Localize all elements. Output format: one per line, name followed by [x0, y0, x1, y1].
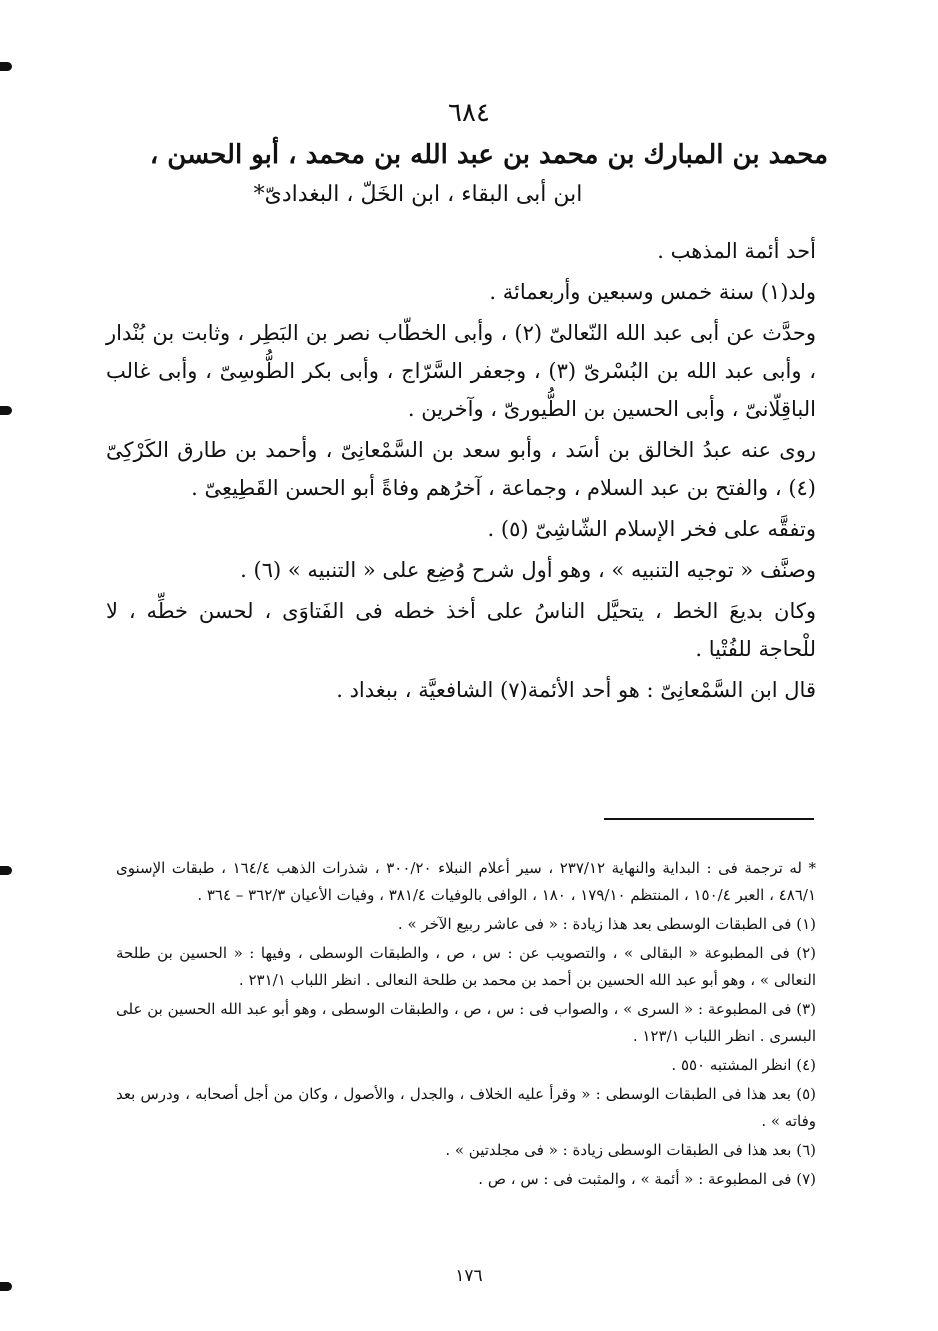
page-number: ١٧٦ — [455, 1266, 483, 1286]
footnote: (٤) انظر المشتبه ٥٥٠ . — [671, 1056, 816, 1074]
scan-edge-mark — [0, 866, 12, 875]
entry-body — [106, 232, 816, 712]
footnotes — [116, 855, 816, 1195]
body-paragraph: روى عنه عبدُ الخالق بن أسَد ، وأبو سعد بن السَّمْعانِىّ ، وأحمد بن طارق الكَرْكِىّ (٤) ، والفتح بن عبد السلام ، وجماعة ، آخرُهم وفاةً أبو الحسن القَطِيعِىّ . — [106, 438, 817, 500]
footnote: (٢) فى المطبوعة « البقالى » ، والتصويب عن : س ، ص ، والطبقات الوسطى ، وفيها : « الحسين بن طلحة النعالى » ، وهو أبو عبد الله الحسين بن أحمد بن محمد بن طلحة النعالى . انظر اللباب ٢٣١/١ . — [116, 944, 816, 989]
body-paragraph: أحد أئمة المذهب . — [657, 239, 816, 263]
body-paragraph: قال ابن السَّمْعانِىّ : هو أحد الأئمة(٧) الشافعيَّة ، ببغداد . — [336, 678, 816, 702]
entry-subtitle: ابن أبى البقاء ، ابن الخَلّ ، البغدادىّ* — [253, 182, 583, 207]
footnote: * له ترجمة فى : البداية والنهاية ٢٣٧/١٢ ، سير أعلام النبلاء ٣٠٠/٢٠ ، شذرات الذهب ١٦٤/٤ ، طبقات الإسنوى ٤٨٦/١ ، العبر ١٥٠/٤ ، المنتظم ١٧٩/١٠ ، ١٨٠ ، الوافى بالوفيات ٣٨١/٤ ، وفيات الأعيان ٣٦٢/٣ – ٣٦٤ . — [116, 859, 817, 904]
body-paragraph: وتفقَّه على فخر الإسلام الشّاشِىّ (٥) . — [487, 517, 816, 541]
footnote: (٥) بعد هذا فى الطبقات الوسطى : « وقرأ عليه الخلاف ، والجدل ، والأصول ، وكان من أجل أصحابه ، ودرس بعد وفاته » . — [116, 1085, 816, 1130]
body-paragraph: ولد(١) سنة خمس وسبعين وأربعمائة . — [489, 280, 816, 304]
footnote-divider — [604, 818, 814, 820]
footnote: (٧) فى المطبوعة : « أئمة » ، والمثبت فى : س ، ص . — [478, 1170, 816, 1188]
body-paragraph: وكان بديعَ الخط ، يتحيَّل الناسُ على أخذ خطه فى الفَتاوَى ، لحسن خطِّه ، لا للْحاجة للفُتْيا . — [106, 599, 817, 661]
entry-number: ٦٨٤ — [448, 98, 490, 128]
entry-title: محمد بن المبارك بن محمد بن عبد الله بن محمد ، أبو الحسن ، — [149, 140, 828, 170]
scan-edge-mark — [0, 406, 12, 415]
footnote: (١) فى الطبقات الوسطى بعد هذا زيادة : « فى عاشر ربيع الآخر » . — [397, 915, 816, 933]
footnote: (٣) فى المطبوعة : « السرى » ، والصواب فى : س ، ص ، والطبقات الوسطى ، وهو أبو عبد الله الحسين بن على البسرى . انظر اللباب ١٢٣/١ . — [116, 1000, 816, 1045]
footnote: (٦) بعد هذا فى الطبقات الوسطى زيادة : « فى مجلدتين » . — [445, 1141, 816, 1159]
body-paragraph: وصنَّف « توجيه التنبيه » ، وهو أول شرح وُضِع على « التنبيه » (٦) . — [240, 558, 816, 582]
scan-edge-mark — [0, 62, 12, 71]
body-paragraph: وحدَّث عن أبى عبد الله النّعالىّ (٢) ، وأبى الخطّاب نصر بن البَطِر ، وثابت بن بُنْدار ، وأبى عبد الله بن البُسْرىّ (٣) ، وجعفر السَّرّاج ، وأبى بكر الطُّوسِىّ ، وأبى غالب الباقِلّانىّ ، وأبى الحسين بن الطُّيورىّ ، وآخرين . — [106, 321, 816, 421]
